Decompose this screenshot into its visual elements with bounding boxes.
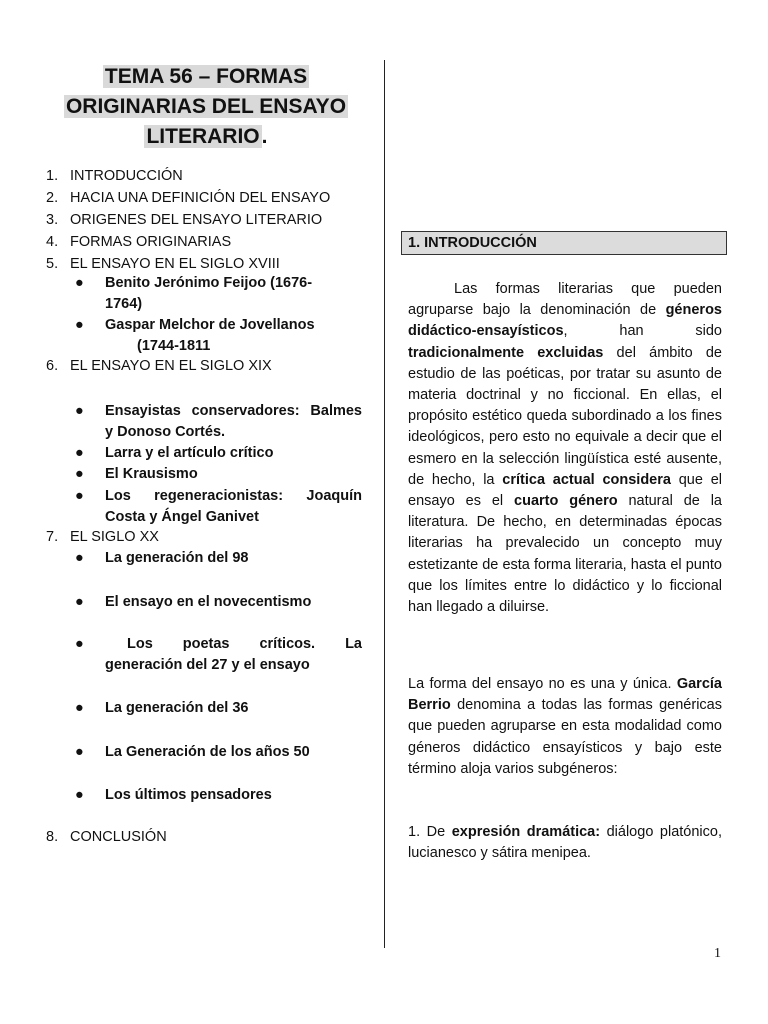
list-item: ● Ensayistas conservadores: Balmes y Donoso Cortés. [75,403,362,440]
list-item: ● La generación del 98 [75,548,362,569]
bullet-icon: ● [75,787,84,803]
list-item: ● Larra y el artículo crítico [75,443,362,464]
toc-item: 5. EL ENSAYO EN EL SIGLO XVIII [46,256,280,272]
section-heading: 1. INTRODUCCIÓN [401,231,727,255]
toc-item: 7. EL SIGLO XX [46,529,159,545]
toc-item: 4. FORMAS ORIGINARIAS [46,234,232,250]
list-item: ● La generación del 36 [75,698,362,719]
title-line-3: LITERARIO [146,125,260,148]
toc-item: 6. EL ENSAYO EN EL SIGLO XIX [46,358,272,374]
title-line-2: ORIGINARIAS DEL ENSAYO [65,95,347,118]
list-item: ● Los poetas críticos. La generación del 27 y el ensayo [75,636,362,673]
document-title [58,62,354,152]
bullet-icon: ● [75,403,84,419]
bullet-icon: ● [75,488,84,504]
body-paragraph: 1. De expresión dramática: diálogo platónico, lucianesco y sátira menipea. [408,824,722,862]
intro-paragraph: Las formas literarias que pueden agruparse bajo la denominación de géneros didáctico-ensayísticos, han sido tradicionalmente excluidas del ámbito de estudio de las poéticas, por tratar su asunto de materia doctrinal y no ficcional. En ellas, el propósito estético queda subordinado a los fines ideológicos, pero esto no equivale a decir que el esmero en la selección lingüística esté ausente, de hecho, la crítica actual considera que el ensayo es el cuarto género natural de la literatura. De hecho, en determinadas épocas literarias ha prevalecido un concepto muy estetizante de esta forma literaria, hasta el punto que los límites entre lo didáctico y lo ficcional han llegado a diluirse. [408,281,722,616]
bullet-icon: ● [75,317,84,333]
body-paragraph: La forma del ensayo no es una y única. García Berrio denomina a todas las formas genéricas que pueden agruparse en esta modalidad como géneros didáctico ensayísticos y bajo este término aloja varios subgéneros: [408,676,722,777]
list-item: ● El ensayo en el novecentismo [75,592,362,613]
bullet-icon: ● [75,744,84,760]
bullet-icon: ● [75,594,84,610]
list-item: ● El Krausismo [75,464,362,485]
bullet-icon: ● [75,700,84,716]
list-item: ● Los regeneracionistas: Joaquín Costa y Ángel Ganivet [75,488,362,525]
title-period: . [261,125,268,148]
list-item: ● La Generación de los años 50 [75,742,362,763]
toc-item: 1. INTRODUCCIÓN [46,168,183,184]
list-item: ● Gaspar Melchor de Jovellanos (1744-1811 [75,317,315,354]
bullet-icon: ● [75,275,84,291]
toc-item: 8. CONCLUSIÓN [46,829,167,845]
title-line-1: TEMA 56 – FORMAS [104,65,308,88]
toc-item: 3. ORIGENES DEL ENSAYO LITERARIO [46,212,323,228]
bullet-icon: ● [75,445,84,461]
bullet-icon: ● [75,550,84,566]
column-divider [384,60,385,948]
list-item: ● Benito Jerónimo Feijoo (1676- 1764) [75,275,313,312]
list-item: ● Los últimos pensadores [75,785,362,806]
bullet-icon: ● [75,466,84,482]
toc-item: 2. HACIA UNA DEFINICIÓN DEL ENSAYO [46,190,331,206]
bullet-icon: ● [75,636,84,652]
page-number: 1 [714,946,721,961]
